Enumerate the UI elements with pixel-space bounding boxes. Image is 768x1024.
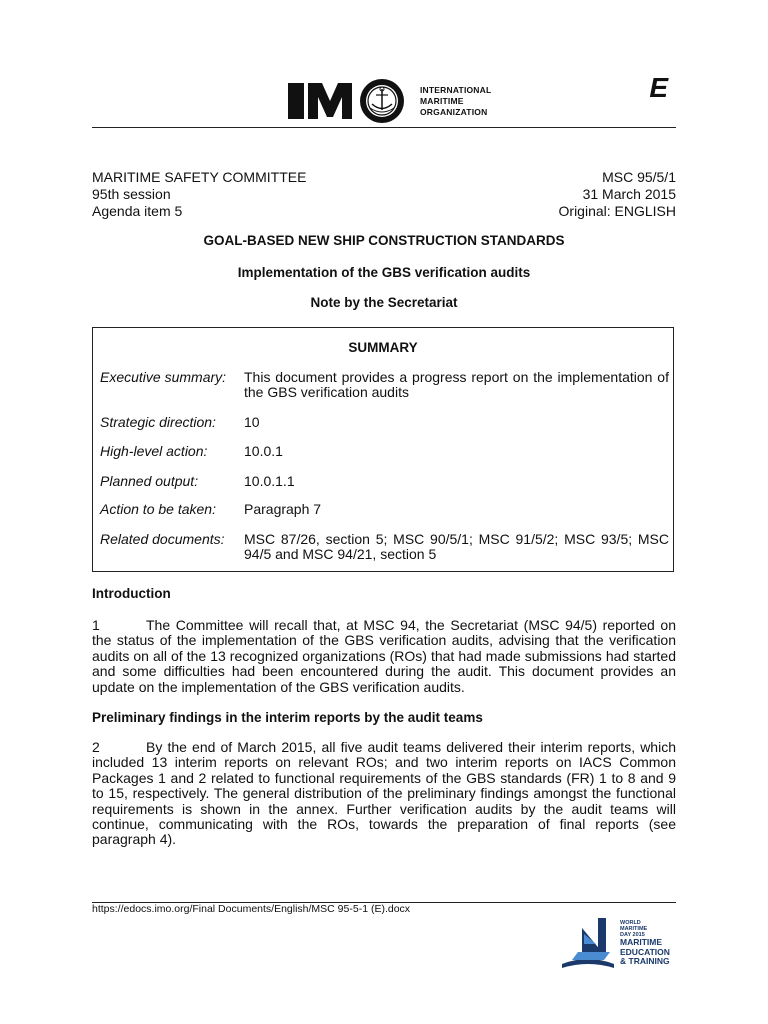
agenda-item: Agenda item 5: [92, 203, 183, 219]
summary-key: Strategic direction:: [100, 414, 216, 430]
paragraph-text: The Committee will recall that, at MSC 94, the Secretariat (MSC 94/5) reported on the status of the implementation of the GBS verification audits, advising that the verification audits on all of the 13 recognized organizations (ROs) that had made submissions had started and some difficulties had been encountered during the audit. This document provides an update on the implementation of the GBS verification audits.: [92, 617, 676, 695]
document-subtitle: Implementation of the GBS verification audits: [237, 265, 531, 280]
ship-logo-icon: [558, 914, 618, 974]
imo-logo: [286, 76, 491, 126]
imo-emblem-icon: [286, 77, 412, 125]
summary-box: [92, 327, 674, 572]
document-date: 31 March 2015: [582, 186, 676, 202]
document-number: MSC 95/5/1: [602, 169, 676, 185]
committee-name: MARITIME SAFETY COMMITTEE: [92, 169, 307, 185]
paragraph-number: 2: [92, 739, 100, 755]
badge-theme: MARITIME EDUCATION & TRAINING: [620, 937, 670, 966]
summary-key: Action to be taken:: [100, 501, 216, 517]
world-maritime-day-badge: [558, 914, 678, 974]
paragraph-1: [92, 618, 676, 695]
document-note: Note by the Secretariat: [310, 295, 458, 310]
section-heading-introduction: Introduction: [92, 586, 171, 601]
session: 95th session: [92, 186, 171, 202]
document-header: [92, 70, 676, 130]
summary-heading: SUMMARY: [348, 340, 418, 355]
summary-value: 10.0.1: [244, 443, 283, 459]
paragraph-text: By the end of March 2015, all five audit teams delivered their interim reports, which included 13 interim reports on relevant ROs; and two interim reports on IACS Common Packages 1 and 2 related to functional requirements of the GBS standards (FR) 1 to 8 and 9 to 15, respectively. The general distribution of the preliminary findings amongst the functional requirements is shown in the annex. Further verification audits by the audit teams will continue, communicating with the ROs, towards the preparation of final reports (see paragraph 4).: [92, 739, 676, 848]
summary-value: Paragraph 7: [244, 501, 322, 517]
footer-url: https://edocs.imo.org/Final Documents/English/MSC 95-5-1 (E).docx: [92, 903, 411, 915]
summary-key: Related documents:: [100, 531, 225, 547]
original-language: Original: ENGLISH: [558, 203, 676, 219]
summary-value: MSC 87/26, section 5; MSC 90/5/1; MSC 91/5/2; MSC 93/5; MSC 94/5 and MSC 94/21, section 5: [244, 531, 669, 562]
summary-value: This document provides a progress report on the implementation of the GBS verification audits: [244, 369, 669, 400]
header-divider: [92, 127, 676, 128]
badge-event-title: WORLD MARITIME DAY 2015: [620, 920, 648, 938]
summary-value: 10: [244, 414, 260, 430]
summary-value: 10.0.1.1: [244, 473, 295, 489]
summary-key: High-level action:: [100, 443, 208, 459]
document-title: GOAL-BASED NEW SHIP CONSTRUCTION STANDARDS: [203, 233, 565, 248]
language-indicator: E: [649, 72, 668, 103]
summary-key: Planned output:: [100, 473, 199, 489]
summary-key: Executive summary:: [100, 369, 227, 385]
organization-name: INTERNATIONAL MARITIME ORGANIZATION: [420, 84, 492, 117]
paragraph-2: [92, 740, 676, 848]
meta-left: [92, 169, 306, 220]
section-heading-findings: Preliminary findings in the interim reports by the audit teams: [92, 710, 483, 725]
paragraph-number: 1: [92, 617, 100, 633]
meta-right: [559, 169, 676, 220]
